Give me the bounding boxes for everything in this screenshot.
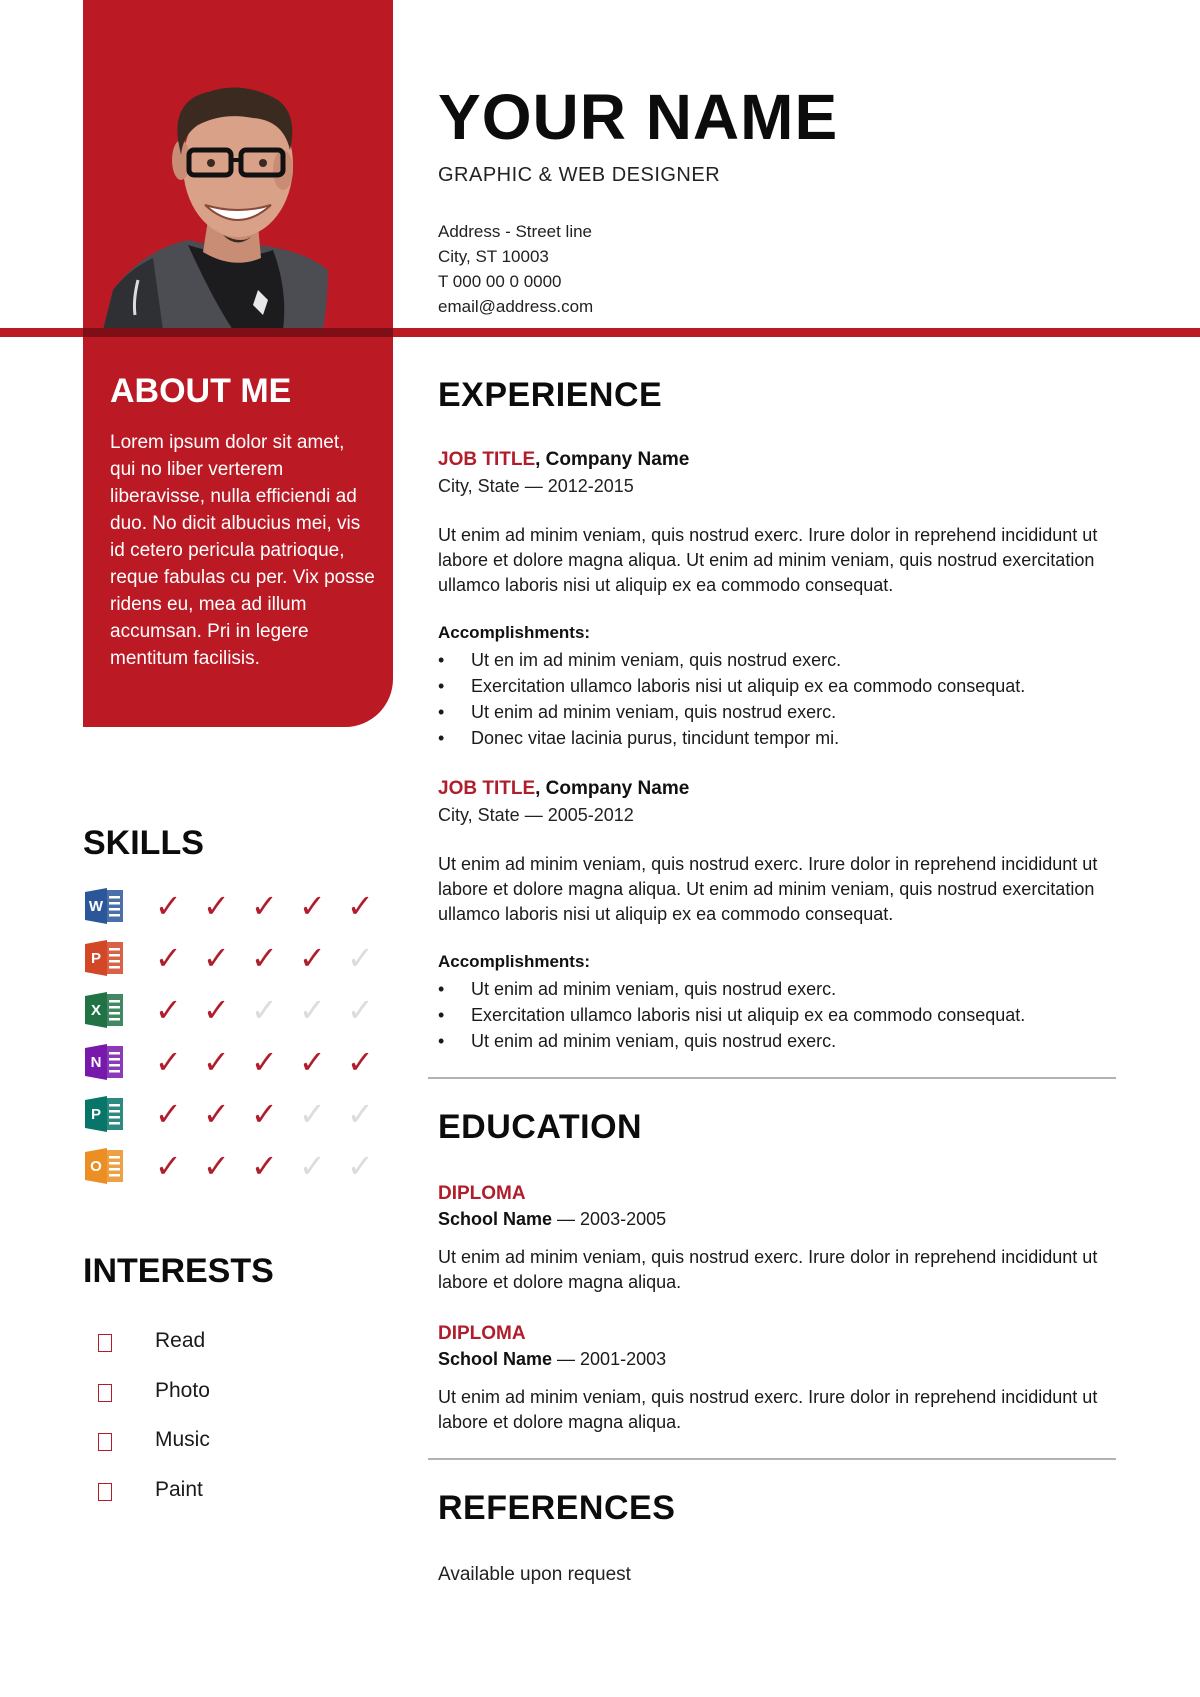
check-icon-filled: ✓ bbox=[347, 1043, 374, 1081]
check-icon-filled: ✓ bbox=[203, 1095, 230, 1133]
email-line[interactable]: email@address.com bbox=[438, 297, 594, 316]
check-icon-filled: ✓ bbox=[203, 991, 230, 1029]
education-description: Ut enim ad minim veniam, quis nostrud exerc. Irure dolor in reprehend incididunt ut labore et dolore magna aliqua. bbox=[438, 1247, 1098, 1292]
skills-heading: SKILLS bbox=[83, 824, 204, 862]
city-line: City, ST 10003 bbox=[438, 247, 549, 266]
references-text: Available upon request bbox=[438, 1564, 631, 1585]
check-icon-empty: ✓ bbox=[251, 991, 278, 1029]
degree-title: DIPLOMA bbox=[438, 1183, 526, 1204]
about-heading: ABOUT ME bbox=[110, 372, 292, 410]
interests-heading: INTERESTS bbox=[83, 1252, 274, 1290]
check-icon-filled: ✓ bbox=[251, 1095, 278, 1133]
phone-line: T 000 00 0 0000 bbox=[438, 272, 562, 291]
accomplishments-list bbox=[438, 976, 1025, 1054]
check-icon-empty: ✓ bbox=[347, 1147, 374, 1185]
interest-label: Photo bbox=[155, 1379, 210, 1402]
education-heading: EDUCATION bbox=[438, 1108, 643, 1146]
check-icon-filled: ✓ bbox=[347, 887, 374, 925]
check-icon-empty: ✓ bbox=[347, 1095, 374, 1133]
skill-row bbox=[83, 1040, 383, 1084]
check-icon-filled: ✓ bbox=[155, 887, 182, 925]
company-name: , Company Name bbox=[535, 778, 690, 799]
job-description: Ut enim ad minim veniam, quis nostrud exerc. Irure dolor in reprehend incididunt ut labore et dolore magna aliqua. Ut enim ad minim veniam, quis nostrud exercitation ullamco laboris nisi ut aliquip ex ea commodo consequat. bbox=[438, 525, 1098, 595]
check-icon-filled: ✓ bbox=[203, 1147, 230, 1185]
powerpoint-icon bbox=[83, 938, 125, 978]
experience-heading: EXPERIENCE bbox=[438, 376, 663, 414]
check-icon-filled: ✓ bbox=[155, 1095, 182, 1133]
person-name: YOUR NAME bbox=[438, 81, 839, 153]
profile-photo bbox=[83, 0, 393, 330]
skill-row bbox=[83, 884, 383, 928]
check-icon-filled: ✓ bbox=[299, 939, 326, 977]
check-icon-filled: ✓ bbox=[299, 887, 326, 925]
word-icon bbox=[83, 886, 125, 926]
address-line: Address - Street line bbox=[438, 222, 593, 241]
school-line bbox=[438, 1209, 666, 1230]
check-icon-filled: ✓ bbox=[203, 887, 230, 925]
svg-text:P: P bbox=[90, 950, 102, 967]
list-item: • Exercitation ullamco laboris nisi ut aliquip ex ea commodo consequat. bbox=[438, 673, 1025, 699]
education-description: Ut enim ad minim veniam, quis nostrud exerc. Irure dolor in reprehend incididunt ut labore et dolore magna aliqua. bbox=[438, 1387, 1098, 1432]
outlook-icon bbox=[83, 1146, 125, 1186]
skill-row bbox=[83, 1092, 383, 1136]
interest-label: Music bbox=[155, 1428, 210, 1451]
check-icon-filled: ✓ bbox=[155, 939, 182, 977]
list-item: • Exercitation ullamco laboris nisi ut aliquip ex ea commodo consequat. bbox=[438, 1002, 1025, 1028]
onenote-icon bbox=[83, 1042, 125, 1082]
svg-text:P: P bbox=[90, 1106, 102, 1123]
skill-row bbox=[83, 988, 383, 1032]
job-heading bbox=[438, 449, 689, 471]
skill-row bbox=[83, 1144, 383, 1188]
skill-row bbox=[83, 936, 383, 980]
check-icon-filled: ✓ bbox=[155, 1147, 182, 1185]
check-icon-empty: ✓ bbox=[347, 991, 374, 1029]
interest-label: Paint bbox=[155, 1478, 203, 1501]
list-item: • Ut enim ad minim veniam, quis nostrud exerc. bbox=[438, 976, 1025, 1002]
list-item: • Ut en im ad minim veniam, quis nostrud exerc. bbox=[438, 647, 1025, 673]
job-title: JOB TITLE bbox=[438, 778, 536, 799]
job-role: GRAPHIC & WEB DESIGNER bbox=[438, 164, 721, 186]
header-divider-shadow bbox=[83, 328, 393, 337]
check-icon-filled: ✓ bbox=[203, 939, 230, 977]
list-item: • Ut enim ad minim veniam, quis nostrud exerc. bbox=[438, 1028, 1025, 1054]
publisher-icon bbox=[83, 1094, 125, 1134]
checkbox-icon bbox=[98, 1433, 112, 1451]
check-icon-filled: ✓ bbox=[155, 1043, 182, 1081]
accomplishments-list bbox=[438, 647, 1025, 751]
accomplishments-label: Accomplishments: bbox=[438, 623, 591, 642]
check-icon-filled: ✓ bbox=[251, 1147, 278, 1185]
check-icon-filled: ✓ bbox=[155, 991, 182, 1029]
section-divider bbox=[428, 1458, 1116, 1460]
check-icon-empty: ✓ bbox=[299, 1147, 326, 1185]
references-heading: REFERENCES bbox=[438, 1489, 676, 1527]
photo-panel bbox=[83, 0, 393, 330]
check-icon-empty: ✓ bbox=[299, 991, 326, 1029]
degree-title: DIPLOMA bbox=[438, 1323, 526, 1344]
about-text: Lorem ipsum dolor sit amet, qui no liber verterem liberavisse, nulla efficiendi ad duo. No dicit albucius mei, vis id cetero pericula patrioque, reque fabulas cu per. Vix posse ridens eu, mea ad illum accumsan. Pri in legere mentitum facilisis. bbox=[110, 432, 375, 669]
svg-text:N: N bbox=[90, 1054, 102, 1071]
checkbox-icon bbox=[98, 1334, 112, 1352]
school-name: School Name bbox=[438, 1349, 553, 1369]
check-icon-empty: ✓ bbox=[347, 939, 374, 977]
list-item: • Donec vitae lacinia purus, tincidunt tempor mi. bbox=[438, 725, 1025, 751]
school-years: — 2003-2005 bbox=[552, 1209, 667, 1229]
contact-block bbox=[438, 219, 593, 319]
section-divider bbox=[428, 1077, 1116, 1079]
school-line bbox=[438, 1349, 666, 1370]
accomplishments-label: Accomplishments: bbox=[438, 952, 591, 971]
check-icon-filled: ✓ bbox=[299, 1043, 326, 1081]
job-heading bbox=[438, 778, 689, 800]
checkbox-icon bbox=[98, 1483, 112, 1501]
check-icon-filled: ✓ bbox=[251, 939, 278, 977]
check-icon-filled: ✓ bbox=[251, 887, 278, 925]
checkbox-icon bbox=[98, 1384, 112, 1402]
excel-icon bbox=[83, 990, 125, 1030]
list-item: • Ut enim ad minim veniam, quis nostrud exerc. bbox=[438, 699, 1025, 725]
check-icon-filled: ✓ bbox=[203, 1043, 230, 1081]
check-icon-filled: ✓ bbox=[251, 1043, 278, 1081]
interest-label: Read bbox=[155, 1329, 206, 1352]
job-meta: City, State — 2005-2012 bbox=[438, 805, 634, 825]
company-name: , Company Name bbox=[535, 449, 690, 470]
job-meta: City, State — 2012-2015 bbox=[438, 476, 634, 496]
svg-text:X: X bbox=[90, 1002, 102, 1019]
svg-text:W: W bbox=[88, 898, 104, 915]
svg-text:O: O bbox=[90, 1158, 102, 1175]
check-icon-empty: ✓ bbox=[299, 1095, 326, 1133]
school-name: School Name bbox=[438, 1209, 553, 1229]
job-title: JOB TITLE bbox=[438, 449, 536, 470]
school-years: — 2001-2003 bbox=[552, 1349, 667, 1369]
job-description: Ut enim ad minim veniam, quis nostrud exerc. Irure dolor in reprehend incididunt ut labore et dolore magna aliqua. Ut enim ad minim veniam, quis nostrud exercitation ullamco laboris nisi ut aliquip ex ea commodo consequat. bbox=[438, 854, 1098, 924]
